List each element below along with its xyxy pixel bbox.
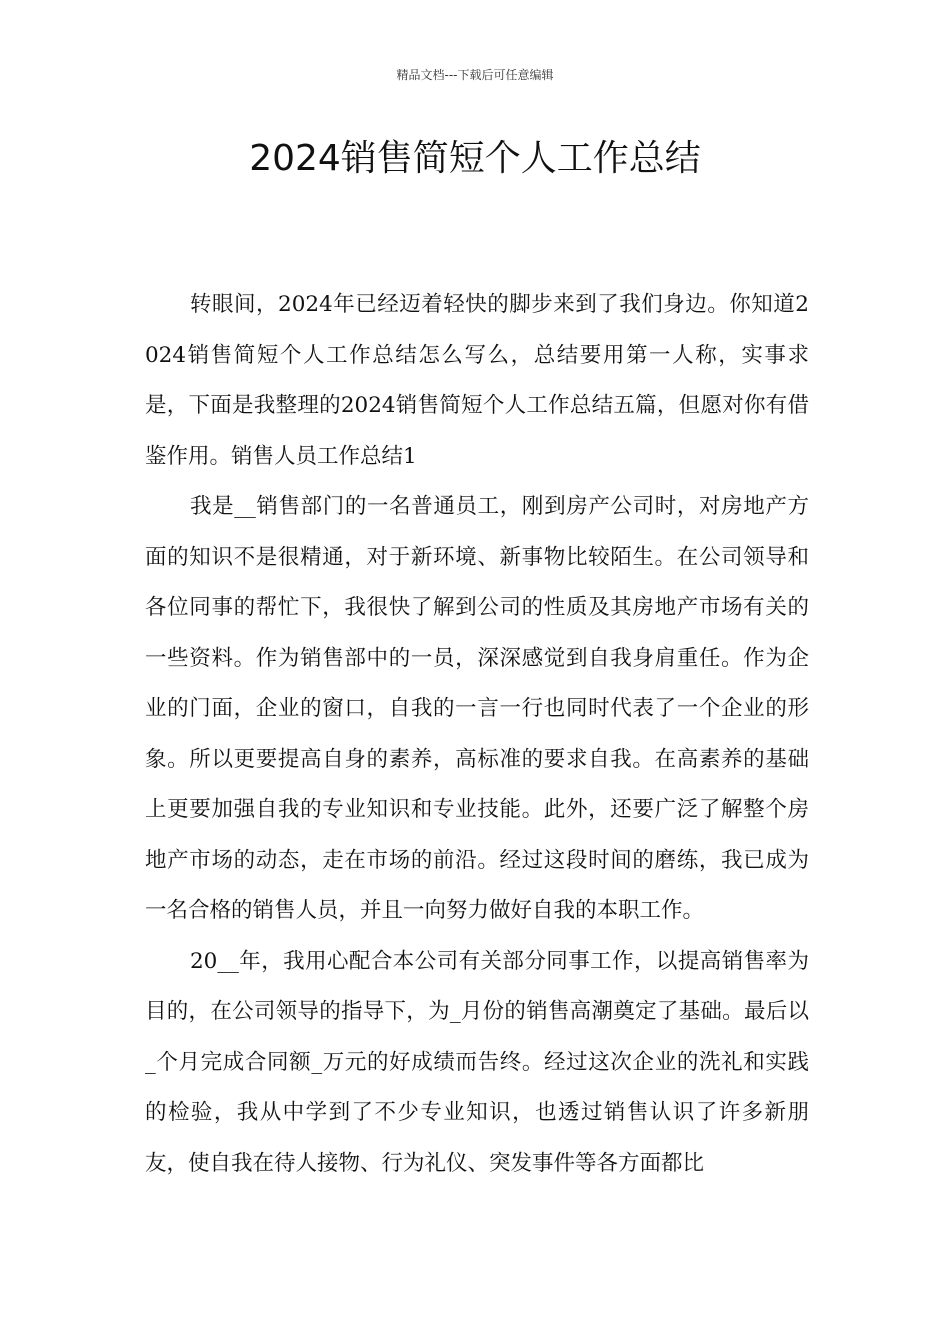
page-title: 2024销售简短个人工作总结: [249, 138, 701, 179]
header-note: 精品文档---下载后可任意编辑: [396, 68, 554, 82]
paragraph-sales-results: 20__年，我用心配合本公司有关部分同事工作，以提高销售率为目的，在公司领导的指导下，为_月份的销售高潮奠定了基础。最后以_个月完成合同额_万元的好成绩而告终。经过这次企业的洗礼和实践的检验，我从中学到了不少专业知识，也透过销售认识了许多新朋友，使自我在待人接物、行为礼仪、突发事件等各方面都比: [145, 948, 809, 1176]
document-body: [145, 280, 809, 1189]
paragraph-self-introduction: 我是__销售部门的一名普通员工，刚到房产公司时，对房地产方面的知识不是很精通，对于新环境、新事物比较陌生。在公司领导和各位同事的帮忙下，我很快了解到公司的性质及其房地产市场有关的一些资料。作为销售部中的一员，深深感觉到自我身肩重任。作为企业的门面，企业的窗口，自我的一言一行也同时代表了一个企业的形象。所以更要提高自身的素养，高标准的要求自我。在高素养的基础上更要加强自我的专业知识和专业技能。此外，还要广泛了解整个房地产市场的动态，走在市场的前沿。经过这段时间的磨练，我已成为一名合格的销售人员，并且一向努力做好自我的本职工作。: [145, 494, 809, 923]
paragraph-intro: 转眼间，2024年已经迈着轻快的脚步来到了我们身边。你知道2024销售简短个人工作总结怎么写么，总结要用第一人称，实事求是，下面是我整理的2024销售简短个人工作总结五篇，但愿对你有借鉴作用。销售人员工作总结1: [145, 292, 809, 469]
